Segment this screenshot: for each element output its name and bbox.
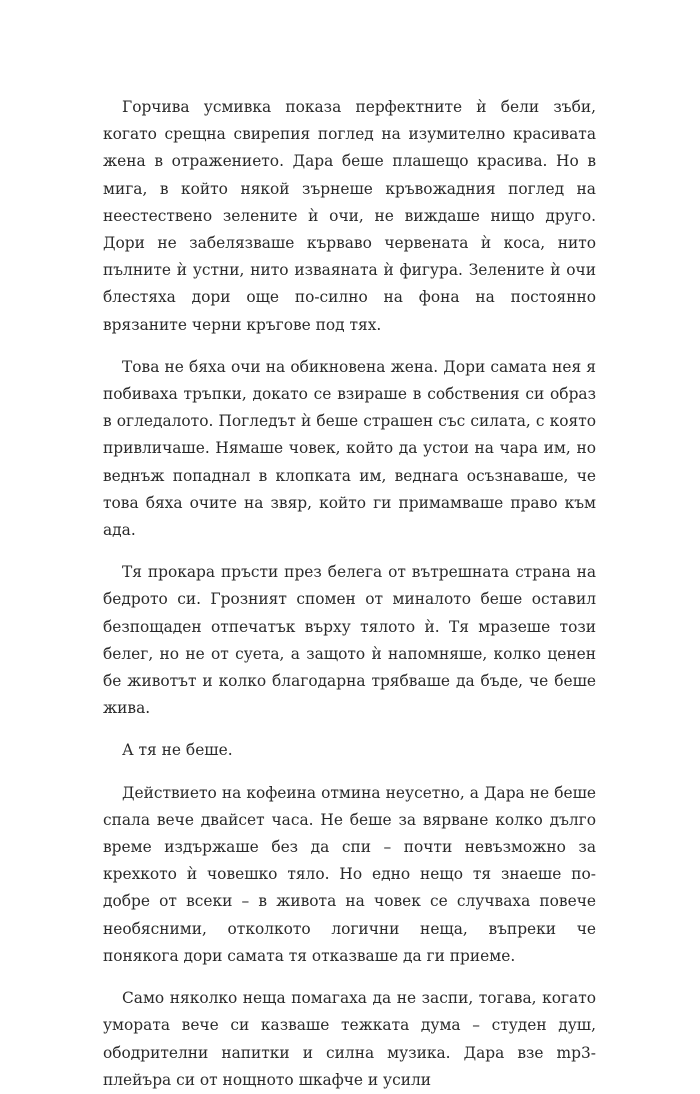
body-text [103, 94, 596, 1094]
paragraph-2: Това не бяха очи на обикновена жена. Дори самата нея я побиваха тръпки, докато се взираше в собствения си образ в огледалото. Погледът ѝ беше страшен със силата, с която привличаше. Нямаше човек, който да устои на чара им, но веднъж попаднал в клопката им, веднага осъзнаваше, че това бяха очите на звяр, който ги примамваше право към ада. [103, 357, 596, 540]
paragraph-6: Само няколко неща помагаха да не заспи, тогава, когато умората вече си казваше тежката дума – студен душ, ободрителни напитки и силна музика. Дара взе mp3-плейъра си от нощното шкафче и усили [103, 989, 596, 1089]
paragraph-5: Действието на кофеина отмина неусетно, а Дара не беше спала вече двайсет часа. Не беше за вярване колко дълго време издържаше без да спи – почти невъзможно за крехкото ѝ човешко тяло. Но едно нещо тя знаеше по-добре от всеки – в живота на човек се случваха повече необясними, отколкото логични неща, въпреки че понякога дори самата тя отказваше да ги приеме. [103, 783, 596, 965]
paragraph-1: Горчива усмивка показа перфектните ѝ бели зъби, когато срещна свирепия поглед на изумително красивата жена в отражението. Дара беше плашещо красива. Но в мига, в който някой зърнеше кръвожадния поглед на неестествено зелените ѝ очи, не виждаше нищо друго. Дори не забелязваше кърваво червената ѝ коса, нито пълните ѝ устни, нито изваяната ѝ фигура. Зелените ѝ очи блестяха дори още по-силно на фона на постоянно врязаните черни кръгове под тях. [103, 98, 596, 334]
paragraph-4: А тя не беше. [122, 741, 233, 760]
paragraph-3: Тя прокара пръсти през белега от вътрешната страна на бедрото си. Грозният спомен от миналото беше оставил безпощаден отпечатък върху тялото ѝ. Тя мразеше този белег, но не от суета, а защото ѝ напомняше, колко ценен бе животът и колко благодарна трябваше да бъде, че беше жива. [103, 563, 596, 718]
